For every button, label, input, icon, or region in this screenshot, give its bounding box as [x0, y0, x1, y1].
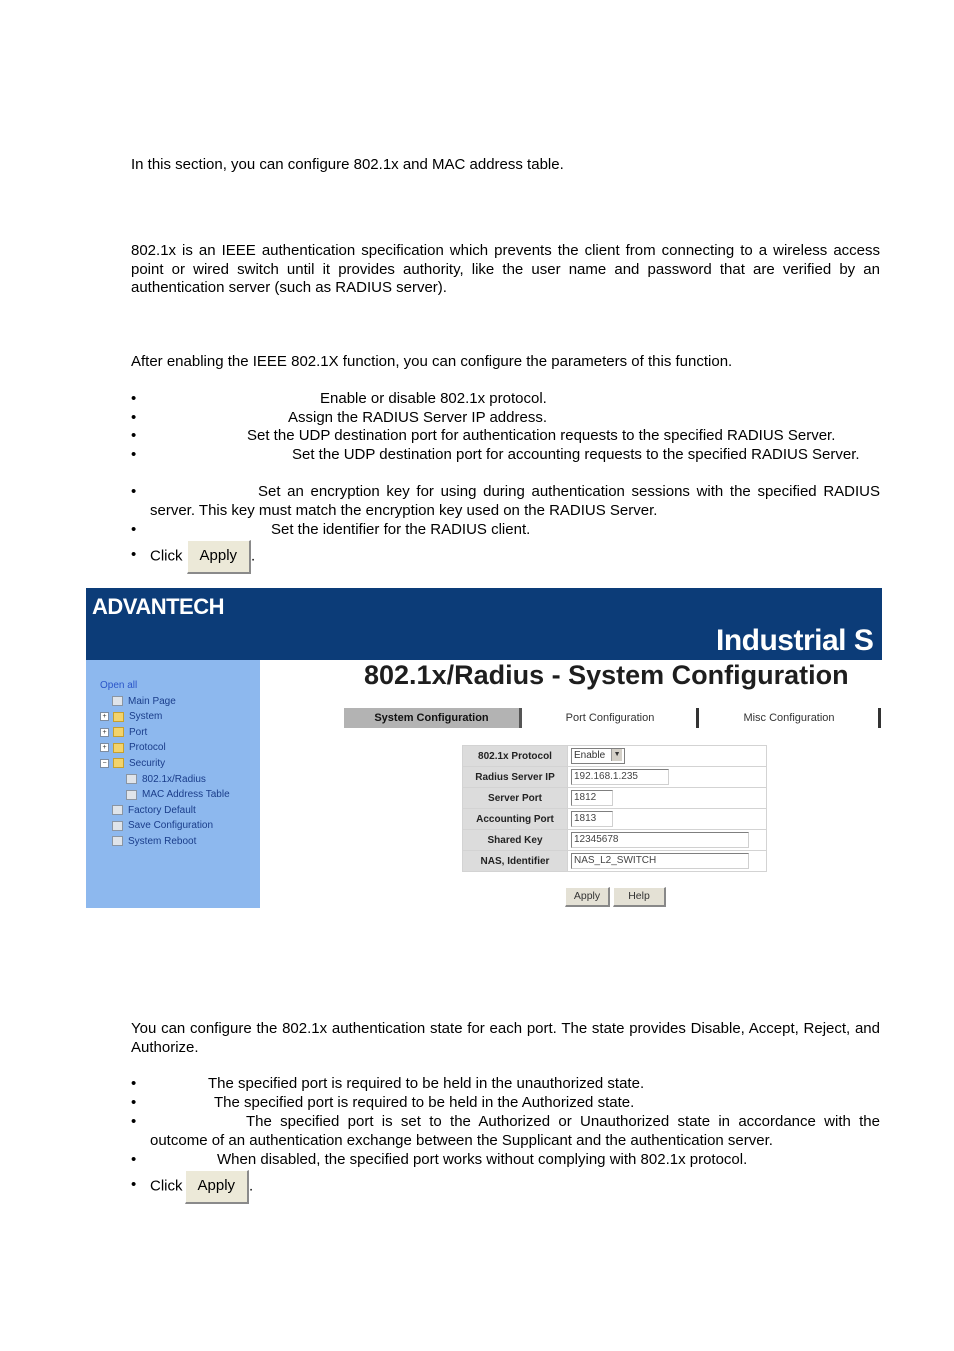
tree-item-system[interactable]: + System: [100, 709, 230, 725]
accounting-port-input[interactable]: 1813: [571, 811, 613, 827]
bullet-icon: •: [131, 546, 137, 563]
bullet-icon: •: [131, 1075, 137, 1092]
paragraph-port-state: You can configure the 802.1x authentication state for each port. The state provides Disable, Accept, Reject, and Authorize.: [131, 1020, 880, 1056]
bullet-icon: •: [131, 446, 137, 463]
dropdown-arrow-icon: ▼: [611, 749, 622, 761]
period: .: [249, 1177, 254, 1195]
bullet-icon: •: [131, 1151, 137, 1168]
list-item: [131, 1075, 880, 1094]
list-item-click-apply: [131, 540, 880, 574]
page-icon: [112, 696, 123, 706]
bullet-text: Enable or disable 802.1x protocol.: [320, 390, 547, 407]
bullet-icon: •: [131, 521, 137, 538]
list-item: [131, 1113, 880, 1150]
label-accounting-port: Accounting Port: [463, 809, 568, 830]
collapse-icon: −: [100, 759, 109, 768]
navigation-tree: [100, 678, 230, 850]
apply-button-image: Apply: [185, 1170, 250, 1204]
tree-item-save-configuration[interactable]: Save Configuration: [100, 818, 230, 834]
tab-system-configuration[interactable]: System Configuration: [344, 708, 522, 728]
tree-item-port[interactable]: + Port: [100, 725, 230, 741]
advantech-logo: ADVANTECH: [92, 594, 224, 619]
form-apply-button[interactable]: Apply: [565, 887, 610, 907]
bullet-text: The specified port is required to be held in the Authorized state.: [214, 1094, 635, 1111]
header-banner: [86, 588, 882, 660]
list-item: [131, 446, 880, 465]
list-item: [131, 427, 880, 446]
page-icon: [112, 821, 123, 831]
form-help-button[interactable]: Help: [613, 887, 666, 907]
bullet-icon: •: [131, 1113, 137, 1130]
page-icon: [126, 774, 137, 784]
label-shared-key: Shared Key: [463, 830, 568, 851]
folder-icon: [113, 712, 124, 722]
label-8021x-protocol: 802.1x Protocol: [463, 746, 568, 767]
label-radius-server-ip: Radius Server IP: [463, 767, 568, 788]
radius-config-screenshot: [86, 588, 882, 908]
list-item: [131, 1151, 880, 1170]
list-item: [131, 1094, 880, 1113]
list-item-click-apply: [131, 1170, 880, 1204]
bullet-text: Set the UDP destination port for authentication requests to the specified RADIUS Server.: [247, 427, 836, 444]
tree-item-system-reboot[interactable]: System Reboot: [100, 834, 230, 850]
list-item: [131, 521, 880, 540]
bullet-icon: •: [131, 390, 137, 407]
label-server-port: Server Port: [463, 788, 568, 809]
tab-port-configuration[interactable]: Port Configuration: [524, 708, 699, 728]
tab-misc-configuration[interactable]: Misc Configuration: [700, 708, 881, 728]
open-folder-icon: [113, 758, 124, 768]
folder-icon: [113, 743, 124, 753]
tree-item-security[interactable]: − Security: [100, 756, 230, 772]
tree-item-mac-address-table[interactable]: MAC Address Table: [100, 787, 230, 803]
period: .: [251, 547, 256, 565]
shared-key-input[interactable]: 12345678: [571, 832, 749, 848]
server-port-input[interactable]: 1812: [571, 790, 613, 806]
apply-button-image: Apply: [187, 540, 252, 574]
tree-item-factory-default[interactable]: Factory Default: [100, 803, 230, 819]
tree-item-main-page[interactable]: Main Page: [100, 694, 230, 710]
bullet-icon: •: [131, 483, 137, 500]
protocol-select[interactable]: Enable ▼: [571, 748, 625, 764]
nas-identifier-input[interactable]: NAS_L2_SWITCH: [571, 853, 749, 869]
tree-item-8021x-radius[interactable]: 802.1x/Radius: [100, 772, 230, 788]
bullet-icon: •: [131, 1176, 137, 1193]
page-title: 802.1x/Radius - System Configuration: [364, 660, 849, 690]
bullet-icon: •: [131, 1094, 137, 1111]
bullet-text: The specified port is set to the Authorized or Unauthorized state in accordance with the outcome of an authentication exchange between the Supplicant and the authentication server.: [150, 1113, 880, 1149]
bullet-text: Set the identifier for the RADIUS client.: [271, 521, 531, 538]
radius-config-form: [462, 745, 767, 872]
bullet-text: The specified port is required to be held in the unauthorized state.: [208, 1075, 645, 1092]
click-label: Click: [150, 547, 183, 565]
bullet-text: Set an encryption key for using during authentication sessions with the specified RADIUS server. This key must match the encryption key used on the RADIUS Server.: [150, 483, 880, 519]
bullet-icon: •: [131, 409, 137, 426]
page-icon: [112, 836, 123, 846]
expand-icon: +: [100, 728, 109, 737]
page-icon: [126, 790, 137, 800]
radius-server-ip-input[interactable]: 192.168.1.235: [571, 769, 669, 785]
paragraph-8021x-description: 802.1x is an IEEE authentication specification which prevents the client from connecting to a wireless access point or wired switch until it provides authority, like the user name and password that are verified by an authentication server (such as RADIUS server).: [131, 242, 880, 296]
tab-bar: [344, 708, 882, 730]
bullet-text: Assign the RADIUS Server IP address.: [288, 409, 547, 426]
product-name: Industrial S: [716, 624, 874, 657]
list-item: [131, 390, 880, 409]
expand-icon: +: [100, 712, 109, 721]
bullet-text: When disabled, the specified port works without complying with 802.1x protocol.: [217, 1151, 748, 1168]
expand-icon: +: [100, 743, 109, 752]
tree-open-all-link[interactable]: Open all: [100, 680, 138, 691]
label-nas-identifier: NAS, Identifier: [463, 851, 568, 872]
page-icon: [112, 805, 123, 815]
bullet-icon: •: [131, 427, 137, 444]
intro-text: In this section, you can configure 802.1x and MAC address table.: [131, 156, 564, 173]
tree-item-protocol[interactable]: + Protocol: [100, 740, 230, 756]
list-item: [131, 409, 880, 428]
click-label: Click: [150, 1177, 183, 1195]
bullet-text: Set the UDP destination port for accounting requests to the specified RADIUS Server.: [292, 446, 860, 463]
list-item: [131, 483, 880, 520]
folder-icon: [113, 727, 124, 737]
paragraph-enable-8021x: After enabling the IEEE 802.1X function, you can configure the parameters of this function.: [131, 353, 733, 370]
